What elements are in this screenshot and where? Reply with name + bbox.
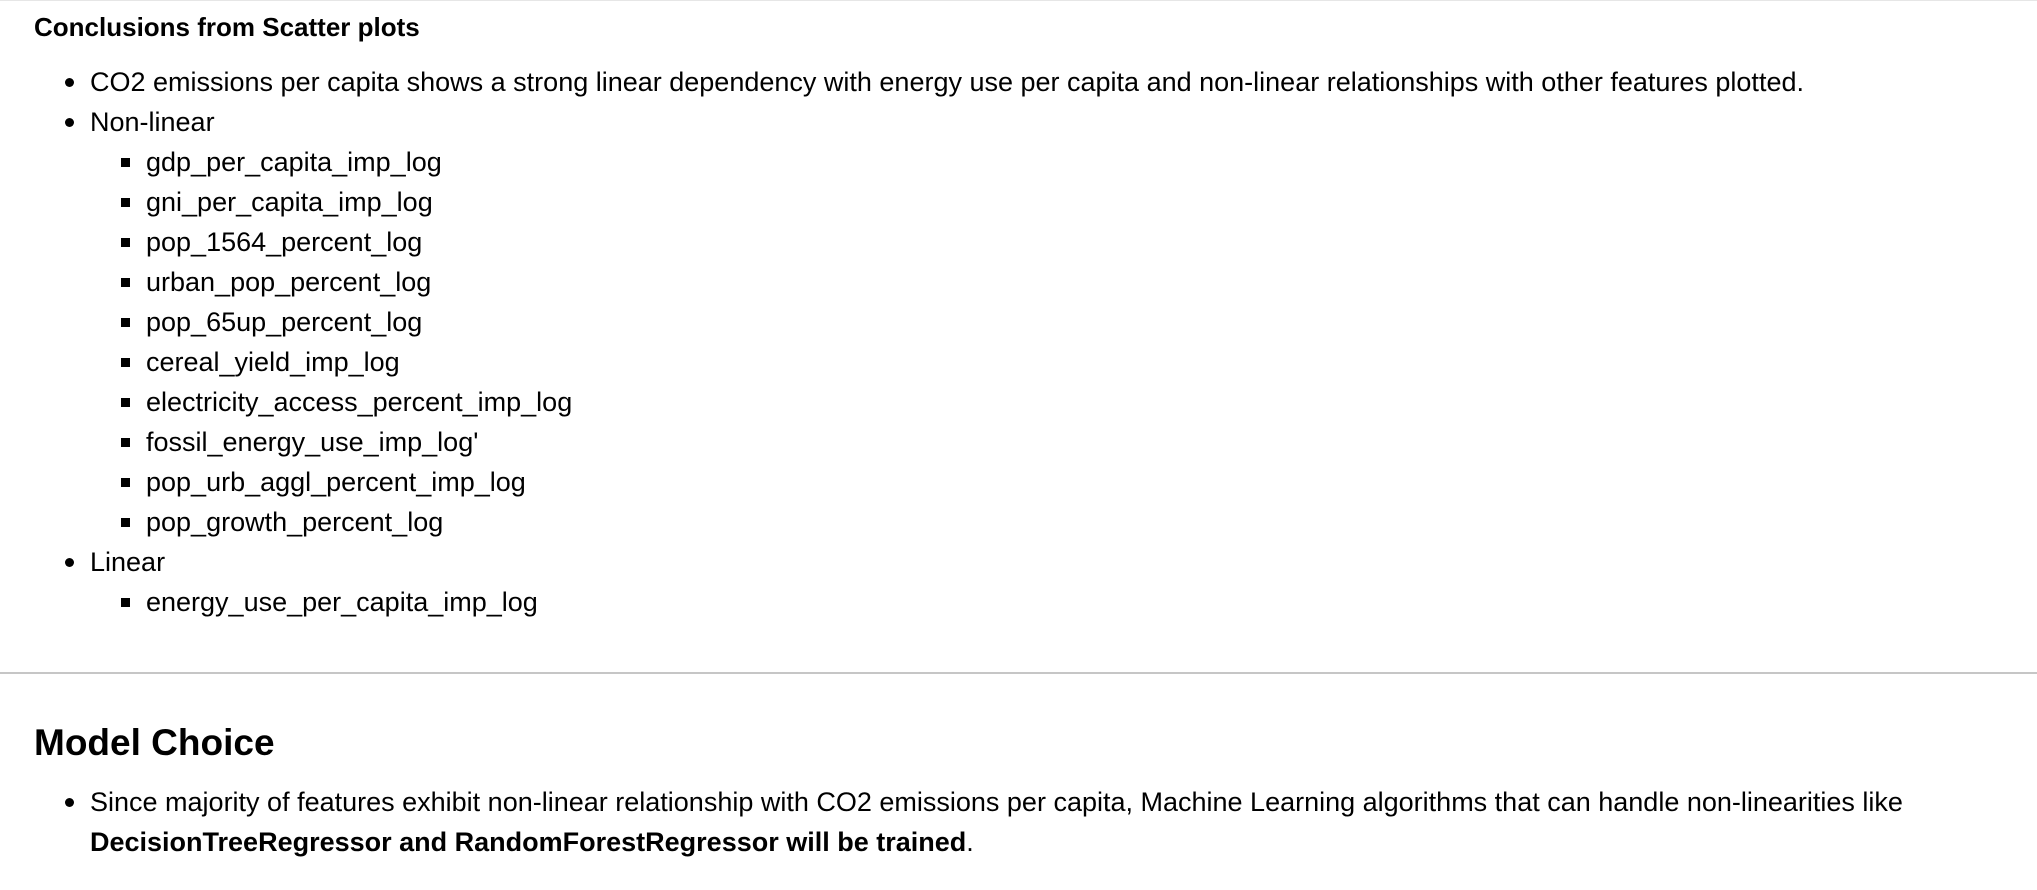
bullet-icon <box>65 118 74 127</box>
square-bullet-icon <box>121 238 130 247</box>
feature-name: gdp_per_capita_imp_log <box>146 147 442 177</box>
feature-item <box>90 302 2014 342</box>
square-bullet-icon <box>121 438 130 447</box>
list-item <box>34 62 2014 102</box>
model-choice-heading: Model Choice <box>34 722 275 763</box>
model-choice-bold-text: DecisionTreeRegressor and RandomForestRegressor will be trained <box>90 827 967 857</box>
square-bullet-icon <box>121 158 130 167</box>
feature-item <box>90 182 2014 222</box>
square-bullet-icon <box>121 358 130 367</box>
square-bullet-icon <box>121 198 130 207</box>
feature-item <box>90 262 2014 302</box>
scatter-conclusions-list <box>34 62 2014 622</box>
feature-item <box>90 142 2014 182</box>
nonlinear-label: Non-linear <box>90 107 215 137</box>
square-bullet-icon <box>121 598 130 607</box>
feature-item <box>90 462 2014 502</box>
square-bullet-icon <box>121 278 130 287</box>
feature-name: electricity_access_percent_imp_log <box>146 387 573 417</box>
top-divider <box>0 0 2037 1</box>
feature-item <box>90 502 2014 542</box>
feature-name: pop_urb_aggl_percent_imp_log <box>146 467 526 497</box>
feature-name: pop_1564_percent_log <box>146 227 423 257</box>
list-item <box>34 542 2014 622</box>
model-choice-cell <box>34 718 2014 862</box>
model-choice-list <box>34 782 2014 862</box>
nonlinear-features-list <box>90 142 2014 542</box>
square-bullet-icon <box>121 478 130 487</box>
feature-name: pop_65up_percent_log <box>146 307 423 337</box>
section-divider <box>0 672 2037 674</box>
feature-name: energy_use_per_capita_imp_log <box>146 587 538 617</box>
feature-name: urban_pop_percent_log <box>146 267 432 297</box>
list-item <box>34 782 2037 862</box>
conclusion-text: CO2 emissions per capita shows a strong linear dependency with energy use per capita and non-linear relationships with other features plotted. <box>90 67 1804 97</box>
feature-item <box>90 342 2014 382</box>
bullet-icon <box>65 78 74 87</box>
scatter-conclusions-heading: Conclusions from Scatter plots <box>34 12 420 42</box>
square-bullet-icon <box>121 398 130 407</box>
bullet-icon <box>65 798 74 807</box>
linear-features-list <box>90 582 2014 622</box>
feature-item <box>90 382 2014 422</box>
feature-name: pop_growth_percent_log <box>146 507 444 537</box>
square-bullet-icon <box>121 318 130 327</box>
scatter-conclusions-cell <box>34 8 2014 622</box>
model-choice-end: . <box>966 827 974 857</box>
feature-item <box>90 582 2014 622</box>
feature-name: gni_per_capita_imp_log <box>146 187 433 217</box>
feature-name: fossil_energy_use_imp_log' <box>146 427 479 457</box>
model-choice-text: Since majority of features exhibit non-linear relationship with CO2 emissions per capita, Machine Learning algorithms that can handle non-linearities like <box>90 787 1903 817</box>
feature-name: cereal_yield_imp_log <box>146 347 400 377</box>
square-bullet-icon <box>121 518 130 527</box>
bullet-icon <box>65 558 74 567</box>
linear-label: Linear <box>90 547 166 577</box>
feature-item <box>90 422 2014 462</box>
feature-item <box>90 222 2014 262</box>
list-item <box>34 102 2014 542</box>
